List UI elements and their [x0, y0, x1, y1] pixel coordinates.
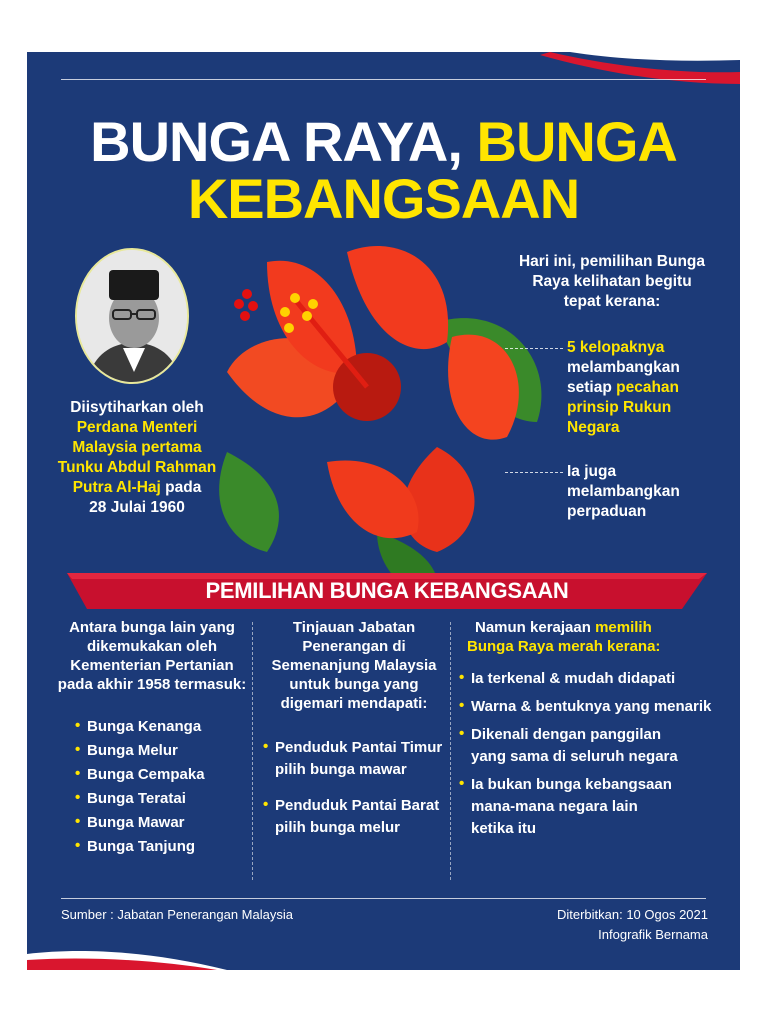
caption-line: Perdana Menteri [76, 419, 198, 436]
survey-list [263, 737, 449, 839]
list-item: • Bunga Tanjung [75, 835, 247, 859]
caption-line: Diisytiharkan oleh [70, 399, 204, 416]
point-word: setiap [567, 379, 617, 396]
column-reasons [459, 618, 719, 840]
item-line: pilih bunga mawar [275, 761, 407, 778]
caption-line [47, 478, 227, 498]
source-credit: Sumber : Jabatan Penerangan Malaysia [61, 907, 293, 922]
list-item: • Bunga Melur [75, 739, 247, 763]
intro-line: pada akhir 1958 termasuk: [57, 676, 247, 693]
title-yellow: BUNGA [461, 110, 677, 173]
point-line: 5 kelopaknya [567, 339, 665, 356]
point-line: perpaduan [567, 503, 647, 520]
intro-line: Bunga Raya merah kerana: [467, 638, 661, 655]
hibiscus-flower-illustration [207, 232, 547, 602]
list-item [459, 668, 719, 690]
column-intro [459, 618, 719, 656]
point-line: melambangkan [567, 359, 680, 376]
bottom-rule [61, 898, 706, 899]
intro-line: dikemukakan oleh [86, 638, 218, 655]
item-line: pilih bunga melur [275, 819, 401, 836]
caption-line: Malaysia pertama [72, 439, 202, 456]
intro-word: memilih [595, 619, 652, 636]
list-item [459, 724, 719, 768]
list-item [459, 696, 719, 718]
item-line: • Warna & bentuknya yang menarik [471, 698, 712, 715]
infographic-poster [27, 52, 740, 970]
point-line [567, 378, 737, 398]
intro-line: untuk bunga yang [289, 676, 419, 693]
pointer-line-2 [505, 472, 563, 473]
item-line: • Penduduk Pantai Barat [275, 797, 440, 814]
left-caption [47, 398, 227, 518]
flower-list [75, 715, 247, 859]
pointer-line-1 [505, 348, 563, 349]
caption-name: Putra Al-Haj [72, 479, 161, 496]
column-survey [259, 618, 449, 839]
column-candidates [57, 618, 247, 859]
section-banner [67, 573, 707, 609]
column-divider [450, 622, 451, 880]
intro-line: Kementerian Pertanian [70, 657, 234, 674]
item-line: • Ia bukan bunga kebangsaan [471, 776, 672, 793]
intro-line: digemari mendapati: [280, 695, 428, 712]
item-line: yang sama di seluruh negara [471, 748, 678, 765]
title-white: BUNGA RAYA, [90, 110, 462, 173]
list-item: • Bunga Mawar [75, 811, 247, 835]
right-point-2 [567, 462, 737, 522]
flag-stripe-bottom [27, 930, 227, 970]
item-line: mana-mana negara lain [471, 798, 638, 815]
list-item [263, 795, 449, 839]
list-item: • Bunga Cempaka [75, 763, 247, 787]
flag-stripe-top [540, 52, 740, 92]
list-item: • Bunga Kenanga [75, 715, 247, 739]
list-item [263, 737, 449, 781]
point-line: prinsip Rukun [567, 399, 672, 416]
right-point-1 [567, 338, 737, 438]
page-title-line1 [27, 110, 740, 173]
item-line: • Penduduk Pantai Timur [275, 739, 443, 756]
intro-word: Namun kerajaan [475, 619, 596, 636]
right-intro [507, 252, 717, 312]
caption-date: 28 Julai 1960 [89, 499, 185, 516]
list-item [459, 774, 719, 840]
agency-credit: Infografik Bernama [598, 927, 708, 942]
column-intro [259, 618, 449, 713]
caption-word: pada [160, 479, 202, 496]
intro-line: Penerangan di [302, 638, 406, 655]
point-line: Negara [567, 419, 620, 436]
intro-line: Semenanjung Malaysia [271, 657, 437, 674]
caption-line: Tunku Abdul Rahman [57, 459, 217, 476]
item-line: • Ia terkenal & mudah didapati [471, 670, 676, 687]
item-line: ketika itu [471, 820, 537, 837]
page-title-line2: KEBANGSAAN [187, 167, 580, 230]
column-divider [252, 622, 253, 880]
intro-line: tepat kerana: [563, 293, 661, 310]
intro-line: Raya kelihatan begitu [532, 273, 692, 290]
intro-line: Hari ini, pemilihan Bunga [518, 253, 706, 270]
intro-line [467, 618, 719, 637]
published-date: Diterbitkan: 10 Ogos 2021 [556, 907, 708, 922]
reasons-list [459, 668, 719, 840]
point-line: Ia juga [567, 463, 617, 480]
intro-line: Antara bunga lain yang [69, 619, 235, 636]
top-rule [61, 79, 706, 80]
list-item: • Bunga Teratai [75, 787, 247, 811]
point-word: pecahan [616, 379, 679, 396]
item-line: • Dikenali dengan panggilan [471, 726, 662, 743]
intro-line: Tinjauan Jabatan [292, 619, 416, 636]
column-intro [57, 618, 247, 694]
section-title: PEMILIHAN BUNGA KEBANGSAAN [205, 578, 569, 603]
point-line: melambangkan [567, 483, 680, 500]
portrait-tunku-abdul-rahman [75, 248, 189, 384]
